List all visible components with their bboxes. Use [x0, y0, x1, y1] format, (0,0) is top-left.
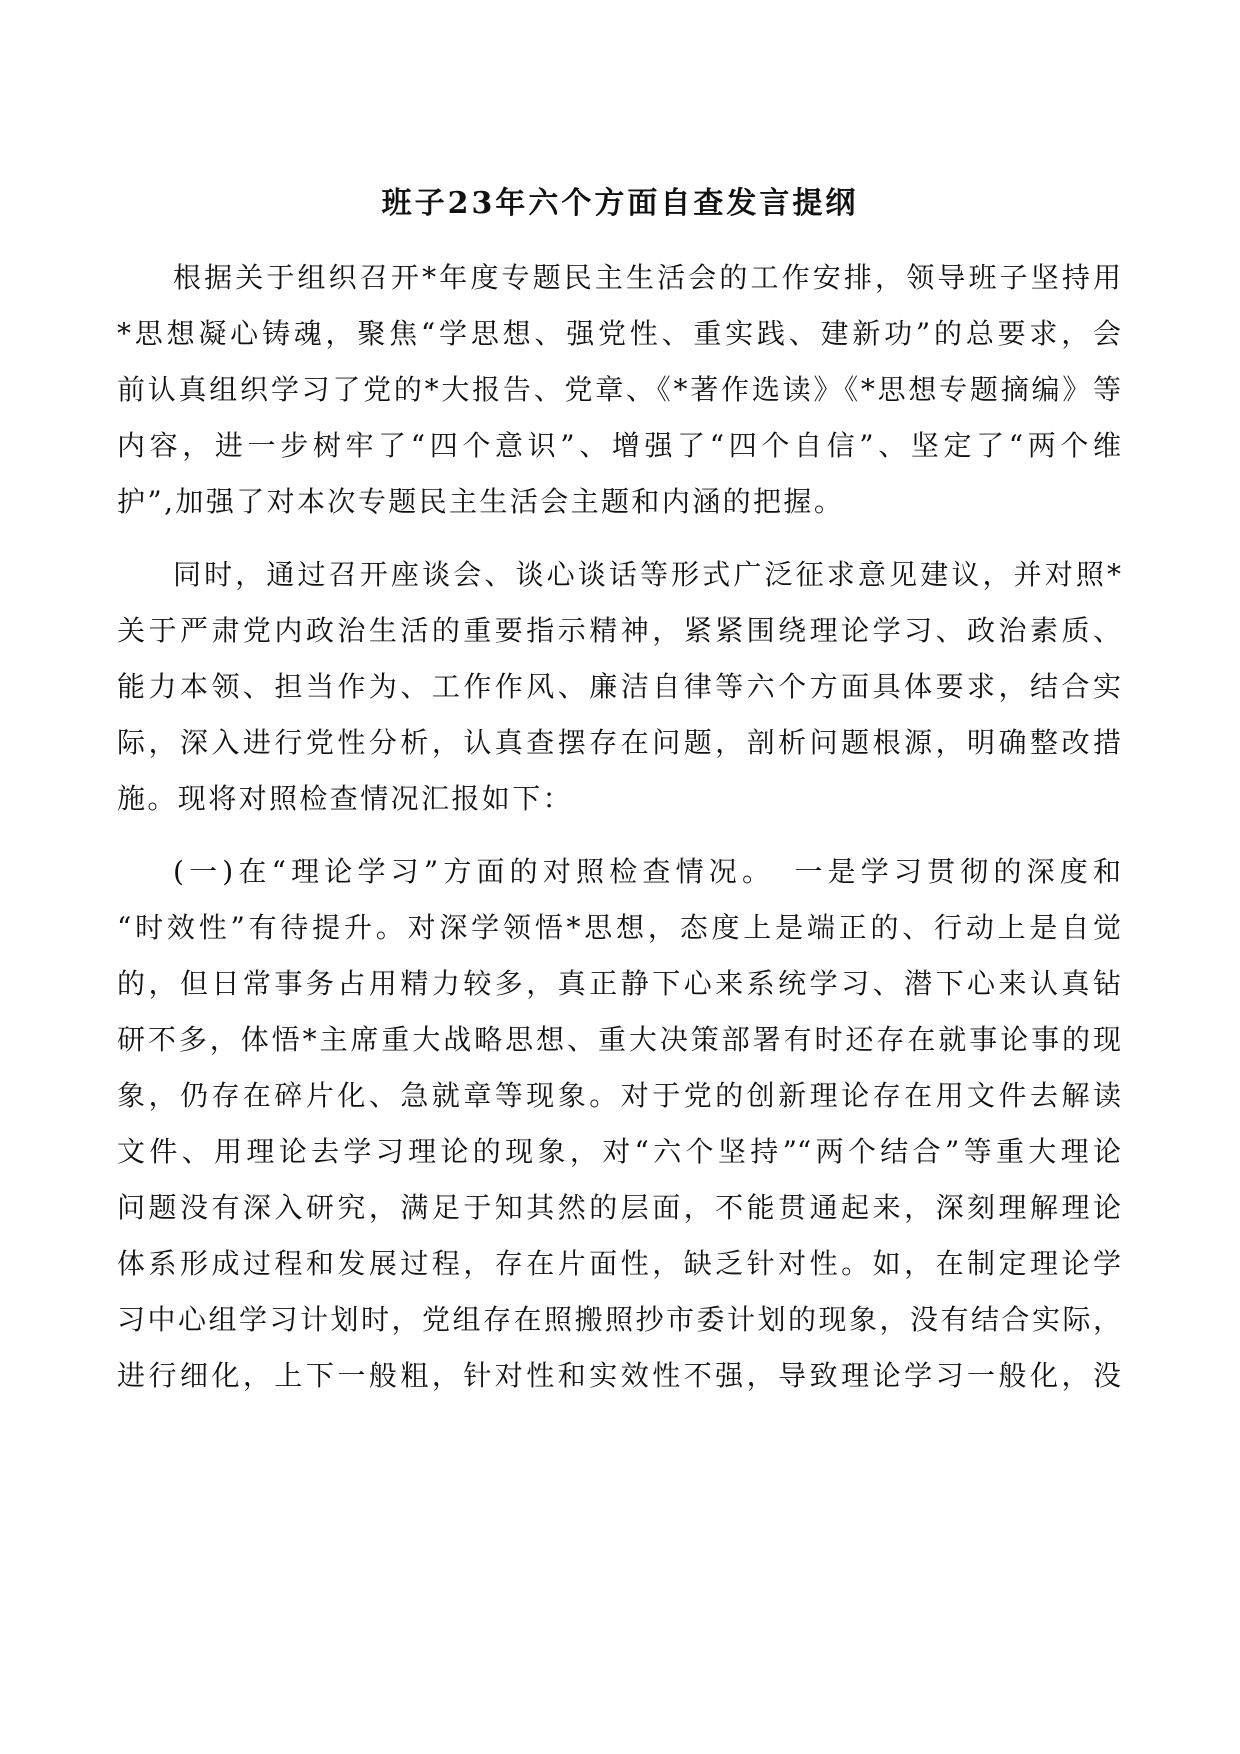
paragraph-2-line-5: 施。现将对照检查情况汇报如下： [117, 782, 574, 815]
paragraph-3-line-10: 进行细化，上下一般粗，针对性和实效性不强，导致理论学习一般化，没 [117, 1359, 1121, 1392]
paragraph-3-line-5: 象，仍存在碎片化、急就章等现象。对于党的创新理论存在用文件去解读 [117, 1079, 1121, 1112]
paragraph-3-line-8: 体系形成过程和发展过程，存在片面性，缺乏针对性。如，在制定理论学 [117, 1247, 1121, 1280]
paragraph-2-line-3: 能力本领、担当作为、工作作风、廉洁自律等六个方面具体要求，结合实 [117, 670, 1121, 703]
document-title: 班子23年六个方面自查发言提纲 [381, 186, 859, 221]
paragraph-3-line-7: 问题没有深入研究，满足于知其然的层面，不能贯通起来，深刻理解理论 [117, 1191, 1121, 1224]
paragraph-3-line-3: 的，但日常事务占用精力较多，真正静下心来系统学习、潜下心来认真钻 [117, 967, 1121, 1000]
paragraph-2-line-2: 关于严肃党内政治生活的重要指示精神，紧紧围绕理论学习、政治素质、 [117, 614, 1121, 647]
paragraph-1-line-2: *思想凝心铸魂，聚焦“学思想、强党性、重实践、建新功”的总要求，会 [117, 317, 1121, 350]
paragraph-1-line-1: 根据关于组织召开*年度专题民主生活会的工作安排，领导班子坚持用 [173, 261, 1121, 294]
paragraph-2-line-1: 同时，通过召开座谈会、谈心谈话等形式广泛征求意见建议，并对照* [173, 558, 1121, 591]
paragraph-1-line-5: 护”,加强了对本次专题民主生活会主题和内涵的把握。 [117, 485, 845, 518]
paragraph-3-line-2: “时效性”有待提升。对深学领悟*思想，态度上是端正的、行动上是自觉 [117, 911, 1121, 944]
paragraph-3-line-4: 研不多，体悟*主席重大战略思想、重大决策部署有时还存在就事论事的现 [117, 1023, 1121, 1056]
paragraph-1-line-4: 内容，进一步树牢了“四个意识”、增强了“四个自信”、坚定了“两个维 [117, 429, 1121, 462]
paragraph-2-line-4: 际，深入进行党性分析，认真查摆存在问题，剖析问题根源，明确整改措 [117, 726, 1121, 759]
paragraph-1-line-3: 前认真组织学习了党的*大报告、党章、《*著作选读》《*思想专题摘编》等 [117, 373, 1121, 406]
paragraph-3-line-6: 文件、用理论去学习理论的现象，对“六个坚持”“两个结合”等重大理论 [117, 1135, 1121, 1168]
paragraph-3-line-1: (一)在“理论学习”方面的对照检查情况。 一是学习贯彻的深度和 [173, 855, 1121, 888]
paragraph-3-line-9: 习中心组学习计划时，党组存在照搬照抄市委计划的现象，没有结合实际， [117, 1303, 1121, 1336]
